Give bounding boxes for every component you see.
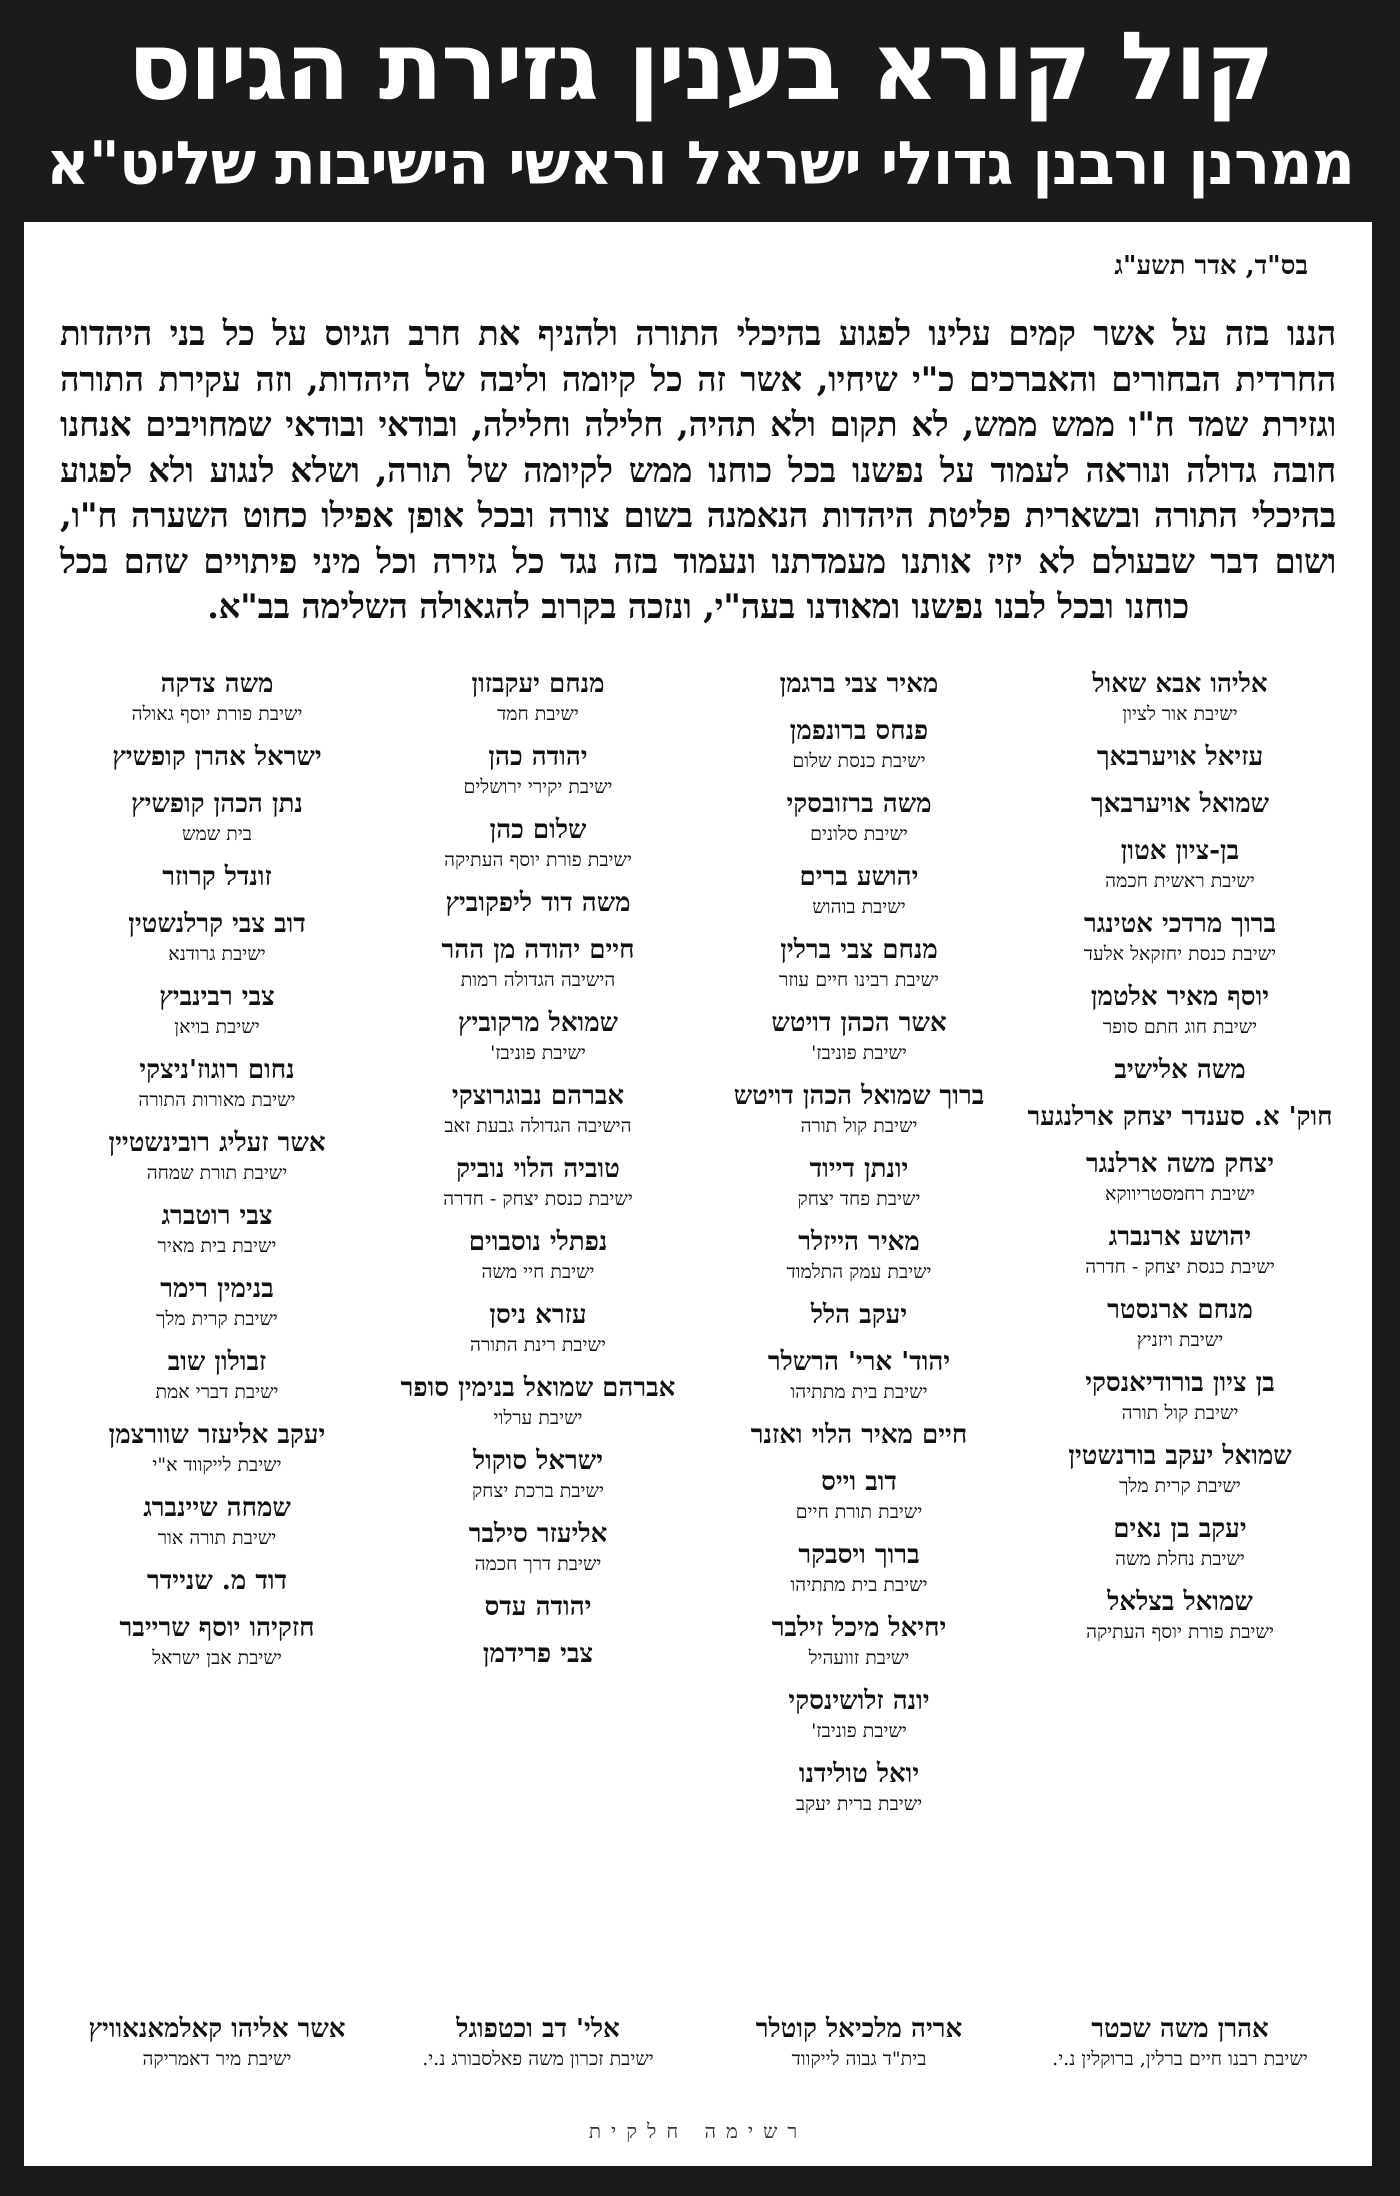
signatory-name: עזיאל אויערבאך <box>1096 741 1264 772</box>
overseas-signatory <box>1024 2012 1336 2072</box>
signatory-name: יונה זלושינסקי <box>788 1685 930 1716</box>
signatory-entry <box>703 1152 1015 1212</box>
signatory-entry <box>1024 667 1336 727</box>
signatory-institution: ישיבת רבנו חיים ברלין, ברוקלין נ.י. <box>1052 2048 1308 2070</box>
signatory-name: חזקיהו יוסף שרייבר <box>119 1612 315 1643</box>
signatory-institution: ישיבת ערלוי <box>493 1406 583 1429</box>
signatory-entry <box>1024 1439 1336 1499</box>
signatory-entry <box>1024 907 1336 967</box>
signatory-name: שלום כהן <box>489 814 587 845</box>
signatory-name: מנחם צבי ברלין <box>780 934 938 965</box>
signatory-entry <box>382 1371 694 1431</box>
signatory-name: אהרן משה שכטר <box>1091 2014 1269 2044</box>
signatory-entry <box>382 1517 694 1577</box>
signatory-entry <box>382 1637 694 1671</box>
signatory-institution: ישיבת בית מתתיהו <box>790 1573 928 1596</box>
page-subtitle: ממרנן ורבנן גדולי ישראל וראשי הישיבות שליט"א <box>45 129 1355 199</box>
signatory-name: דוב וייס <box>821 1466 897 1497</box>
signatory-name: שמחה שיינברג <box>143 1492 291 1523</box>
signatory-entry <box>703 1225 1015 1285</box>
signatory-entry <box>1024 1512 1336 1572</box>
signatory-name: ברוך שמואל הכהן דויטש <box>733 1080 985 1111</box>
signatory-name: מאיר הייזלר <box>798 1226 920 1257</box>
signatory-institution: ישיבת כנסת יצחק - חדרה <box>443 1187 633 1210</box>
signatory-entry <box>382 886 694 920</box>
signatory-entry <box>1024 787 1336 821</box>
signatory-institution: ישיבת בית מתתיהו <box>790 1380 928 1403</box>
signatory-entry <box>1024 1220 1336 1280</box>
signatory-institution: ישיבת לייקווד א"י <box>152 1453 282 1476</box>
signatory-name: ישראל אהרן קופשיץ <box>112 741 322 772</box>
signatory-entry <box>1024 1293 1336 1353</box>
signatory-institution: ישיבת סלונים <box>810 822 908 845</box>
signatory-name: יהוד' ארי' הרשלר <box>767 1346 951 1377</box>
signatory-entry <box>61 860 373 894</box>
signatory-entry <box>703 1684 1015 1744</box>
signatory-institution: ישיבת קול תורה <box>800 1114 918 1137</box>
signatory-institution: ישיבת ברכת יצחק <box>472 1479 604 1502</box>
signatory-name: דוד מ. שניידר <box>146 1565 287 1596</box>
signatory-entry <box>61 907 373 967</box>
signatory-institution: ישיבת קרית מלך <box>156 1307 278 1330</box>
signatory-institution: ישיבת רינת התורה <box>470 1333 606 1356</box>
document-panel <box>24 222 1372 2166</box>
signatory-name: פנחס ברונפמן <box>789 715 929 746</box>
signatory-name: אברהם נבוגרוצקי <box>451 1080 625 1111</box>
signatory-institution: ישיבת בויאן <box>174 1015 260 1038</box>
signatory-name: בן-ציון אטון <box>1120 835 1240 866</box>
signatory-entry <box>703 1611 1015 1671</box>
partial-list-note: רשימה חלקית <box>588 2119 808 2143</box>
signatory-name: שמואל בצלאל <box>1107 1586 1253 1617</box>
signatory-name: טוביה הלוי נוביק <box>456 1153 620 1184</box>
header-banner <box>0 0 1400 220</box>
signatory-institution: ישיבת אבן ישראל <box>152 1646 282 1669</box>
signatory-institution: ישיבת אור לציון <box>1122 702 1238 725</box>
signatory-institution: ישיבת מאורות התורה <box>138 1088 296 1111</box>
signatory-entry <box>703 787 1015 847</box>
signatory-entry <box>1024 980 1336 1040</box>
signatory-institution: ישיבת מיר דאמריקה <box>142 2048 292 2070</box>
signatory-name: צבי פרידמן <box>482 1638 594 1669</box>
signatory-institution: ישיבת ראשית חכמה <box>1105 869 1255 892</box>
signatory-entry <box>61 1199 373 1259</box>
proclamation-text: הננו בזה על אשר קמים עלינו לפגוע בהיכלי התורה ולהניף את חרב הגיוס על כל בני היהדות החרדית הבחורים והאברכים כ"י שיחיו, אשר זה כל קיומה וליבה של היהדות, וזה עקירת התורה וגזירת שמד ח"ו ממש ממש, לא תקום ולא תהיה, חלילה וחלילה, ובודאי ובודאי שמחויבים אנחנו חובה גדולה ונוראה לעמוד על נפשנו בכל כוחנו ממש לקיומה של תורה, ושלא לנגוע ולא לפגוע בהיכלי התורה ובשארית פליטת היהדות הנאמנה בשום צורה ובכל אופן אפילו כחוט השערה ח"ו, ושום דבר שבעולם לא יזיז אותנו מעמדתנו ונעמוד בזה נגד כל גזירה וכל מיני פיתויים שהם בכל כוחנו ובכל לבנו נפשנו ומאודנו בעה"י, ונזכה בקרוב להגאולה השלימה בב"א. <box>60 314 1336 627</box>
signatory-entry <box>61 1345 373 1405</box>
signatory-entry <box>703 714 1015 774</box>
signatory-institution: ישיבת ברית יעקב <box>795 1792 923 1815</box>
signatory-entry <box>1024 1147 1336 1207</box>
overseas-signatory <box>703 2012 1015 2072</box>
signatory-entry <box>61 740 373 774</box>
signatory-entry <box>703 667 1015 701</box>
signatory-entry <box>703 1298 1015 1332</box>
signatory-institution: ישיבת תורת שמחה <box>146 1161 288 1184</box>
signatory-name: אליעזר סילבר <box>468 1518 608 1549</box>
signatory-name: מנחם יעקבזון <box>471 668 605 699</box>
signatory-name: יהושע ברים <box>799 861 919 892</box>
signatory-institution: ישיבת רבינו חיים עוזר <box>778 968 940 991</box>
signatory-entry <box>703 1465 1015 1525</box>
signatory-name: מנחם ארנסטר <box>1107 1294 1253 1325</box>
signatory-name: יהושע ארנברג <box>1108 1221 1252 1252</box>
signatory-name: דוב צבי קרלנשטין <box>128 908 306 939</box>
signatory-name: משה דוד ליפקוביץ <box>445 887 631 918</box>
signatory-entry <box>703 1345 1015 1405</box>
signatory-entry <box>61 1053 373 1113</box>
signatory-entry <box>382 1079 694 1139</box>
signatory-name: זונדל קרוזר <box>162 861 272 892</box>
signatory-name: יונתן דייוד <box>809 1153 909 1184</box>
signatory-entry <box>61 1126 373 1186</box>
signatory-institution: ישיבת חמד <box>497 702 579 725</box>
signatory-name: יחיאל מיכל זילבר <box>771 1612 947 1643</box>
signatory-name: יהודה עדס <box>484 1591 592 1622</box>
signatory-entry <box>382 1444 694 1504</box>
signatory-name: אשר אליהו קאלמאנאוויץ <box>88 2014 346 2044</box>
signatory-name: שמואל מרקוביץ <box>457 1007 619 1038</box>
signatory-entry <box>703 1538 1015 1598</box>
signatory-name: משה ברזובסקי <box>786 788 932 819</box>
signatory-entry <box>382 740 694 800</box>
signatory-name: משה אלישיב <box>1114 1054 1246 1085</box>
signatory-institution: הישיבה הגדולה רמות <box>460 968 616 991</box>
signatory-institution: ישיבת עמק התלמוד <box>786 1260 932 1283</box>
signatory-entry <box>1024 1053 1336 1087</box>
signatory-entry <box>1024 1366 1336 1426</box>
signatory-name: יעקב הלל <box>810 1299 908 1330</box>
signatory-entry <box>61 1611 373 1671</box>
signatory-entry <box>1024 1100 1336 1134</box>
signatory-institution: ישיבת גרודנא <box>168 942 266 965</box>
signatory-institution: ישיבת זכרון משה פאלסבורג נ.י. <box>422 2048 654 2070</box>
signatory-entry <box>703 1006 1015 1066</box>
signatory-name: אליהו אבא שאול <box>1092 668 1268 699</box>
signatory-institution: ישיבת תורה אור <box>157 1526 277 1549</box>
signatory-institution: ישיבת פוניבז' <box>811 1719 907 1742</box>
signatory-name: אריה מלכיאל קוטלר <box>755 2014 963 2044</box>
signatory-entry <box>703 1418 1015 1452</box>
signatory-institution: ישיבת זוועהיל <box>808 1646 910 1669</box>
signatory-institution: ישיבת בוהוש <box>812 895 906 918</box>
signatory-institution: ישיבת פוניבז' <box>811 1041 907 1064</box>
signatory-entry <box>703 860 1015 920</box>
signatory-name: ברוך מרדכי אטינגר <box>1083 908 1277 939</box>
signatory-entry <box>61 1418 373 1478</box>
signatory-name: אלי' דב וכטפוגל <box>456 2014 620 2044</box>
signatory-entry <box>382 1590 694 1624</box>
signatory-entry <box>382 1152 694 1212</box>
signatory-entry <box>703 1757 1015 1817</box>
signatory-institution: ישיבת דרך חכמה <box>474 1552 602 1575</box>
signatory-name: משה צדקה <box>160 668 274 699</box>
signatory-institution: ישיבת פורת יוסף העתיקה <box>444 848 632 871</box>
signatory-institution: ישיבת פוניבז' <box>490 1041 586 1064</box>
signatory-name: יעקב אליעזר שוורצמן <box>108 1419 326 1450</box>
signatory-entry <box>1024 834 1336 894</box>
signatory-institution: ישיבת חיי משה <box>481 1260 595 1283</box>
signatory-entry <box>382 1298 694 1358</box>
overseas-signatories <box>60 2012 1336 2102</box>
signatory-name: יצחק משה ארלנגר <box>1085 1148 1275 1179</box>
signatory-entry <box>1024 1585 1336 1645</box>
signatory-institution: ישיבת קול תורה <box>1121 1401 1239 1424</box>
signatory-institution: ישיבת כנסת יחזקאל אלעד <box>1083 942 1277 965</box>
signatory-name: יוסף מאיר אלטמן <box>1090 981 1270 1012</box>
signatories-list <box>60 667 1336 1887</box>
signatory-name: ישראל סוקול <box>472 1445 604 1476</box>
page-title: קול קורא בענין גזירת הגיוס <box>127 13 1273 122</box>
signatory-name: נחום רוגוז'ניצקי <box>139 1054 295 1085</box>
signatory-institution: ישיבת חוג חתם סופר <box>1102 1015 1258 1038</box>
signatory-name: יעקב בן נאים <box>1113 1513 1247 1544</box>
signatory-name: אשר הכהן דויטש <box>771 1007 947 1038</box>
signatory-entry <box>382 813 694 873</box>
signatory-name: שמואל אויערבאך <box>1090 788 1270 819</box>
signatory-name: צבי רוטברג <box>161 1200 273 1231</box>
signatory-institution: ישיבת פחד יצחק <box>797 1187 921 1210</box>
date-line: בס"ד, אדר תשע"ג <box>1114 251 1308 281</box>
signatory-entry <box>1024 740 1336 774</box>
signatories-column-1 <box>1024 667 1336 1658</box>
signatory-name: בנימין רימר <box>160 1273 274 1304</box>
signatory-institution: ישיבת נחלת משה <box>1115 1547 1245 1570</box>
signatory-name: נפתלי נוסבוים <box>468 1226 608 1257</box>
signatory-name: בן ציון בורודיאנסקי <box>1085 1367 1275 1398</box>
signatory-institution: ישיבת בית מאיר <box>157 1234 277 1257</box>
signatory-name: זבולון שוב <box>167 1346 267 1377</box>
signatory-entry <box>703 933 1015 993</box>
signatory-name: צבי רבינביץ <box>159 981 275 1012</box>
signatory-name: חוק' א. סענדר יצחק ארלנגער <box>1027 1101 1333 1132</box>
signatory-institution: ישיבת פורת יוסף העתיקה <box>1086 1620 1274 1643</box>
signatory-institution: ישיבת פורת יוסף גאולה <box>131 702 303 725</box>
signatory-institution: ישיבת דברי אמת <box>155 1380 279 1403</box>
signatory-entry <box>61 980 373 1040</box>
signatory-entry <box>703 1079 1015 1139</box>
signatory-institution: בית שמש <box>182 822 252 845</box>
signatory-institution: ישיבת כנסת יצחק - חדרה <box>1085 1255 1275 1278</box>
signatory-institution: הישיבה הגדולה גבעת זאב <box>444 1114 632 1137</box>
overseas-signatory <box>61 2012 373 2072</box>
signatory-entry <box>382 933 694 993</box>
signatory-institution: ישיבת תורת חיים <box>795 1500 923 1523</box>
signatory-entry <box>61 1272 373 1332</box>
signatory-institution: ישיבת רחמסטריווקא <box>1105 1182 1255 1205</box>
signatory-name: יהודה כהן <box>488 741 588 772</box>
signatory-entry <box>61 667 373 727</box>
signatory-entry <box>61 1491 373 1551</box>
signatory-entry <box>61 787 373 847</box>
signatory-entry <box>382 1006 694 1066</box>
signatory-name: חיים מאיר הלוי ואזנר <box>750 1419 968 1450</box>
signatory-name: אברהם שמואל בנימין סופר <box>400 1372 676 1403</box>
signatory-name: עזרא ניסן <box>489 1299 587 1330</box>
overseas-signatory <box>382 2012 694 2072</box>
signatory-institution: ישיבת כנסת שלום <box>792 749 926 772</box>
signatory-institution: בית"ד גבוה לייקווד <box>791 2048 927 2070</box>
signatory-entry <box>382 667 694 727</box>
signatories-column-2 <box>703 667 1015 1830</box>
signatory-institution: ישיבת קרית מלך <box>1119 1474 1241 1497</box>
signatory-name: נתן הכהן קופשיץ <box>131 788 303 819</box>
signatory-entry <box>382 1225 694 1285</box>
signatories-column-4 <box>61 667 373 1684</box>
signatory-name: שמואל יעקב בורנשטין <box>1068 1440 1292 1471</box>
signatories-column-3 <box>382 667 694 1684</box>
signatory-name: יואל טולידנו <box>798 1758 920 1789</box>
signatory-name: חיים יהודה מן ההר <box>441 934 635 965</box>
signatory-entry <box>61 1564 373 1598</box>
signatory-institution: ישיבת ויזניץ <box>1136 1328 1224 1351</box>
signatory-name: ברוך ויסבקר <box>798 1539 920 1570</box>
signatory-name: מאיר צבי ברגמן <box>779 668 939 699</box>
signatory-institution: ישיבת יקירי ירושלים <box>463 775 613 798</box>
signatory-name: אשר זעליג רובינשטיין <box>108 1127 326 1158</box>
